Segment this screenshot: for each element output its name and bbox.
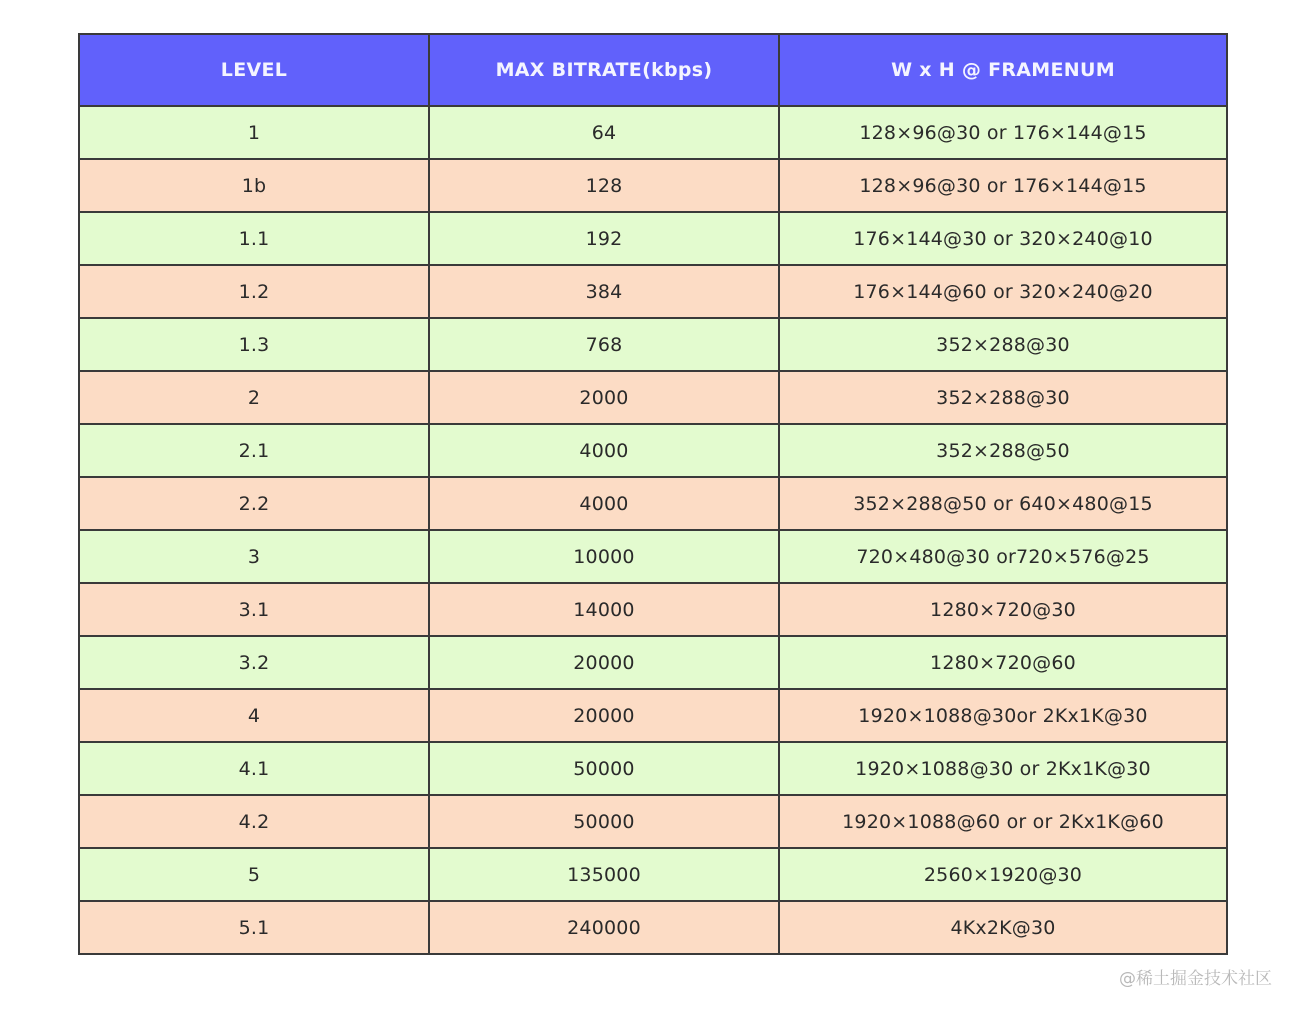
cell-bitrate: 768	[429, 318, 779, 371]
cell-resolution: 1280×720@30	[779, 583, 1227, 636]
cell-bitrate: 4000	[429, 477, 779, 530]
table-row	[79, 583, 1227, 636]
table-row	[79, 530, 1227, 583]
table-row	[79, 106, 1227, 159]
cell-level: 5	[79, 848, 429, 901]
cell-bitrate: 50000	[429, 742, 779, 795]
cell-level: 2.2	[79, 477, 429, 530]
cell-resolution: 176×144@30 or 320×240@10	[779, 212, 1227, 265]
table-row	[79, 901, 1227, 954]
cell-bitrate: 14000	[429, 583, 779, 636]
cell-level: 2	[79, 371, 429, 424]
cell-resolution: 128×96@30 or 176×144@15	[779, 106, 1227, 159]
cell-bitrate: 20000	[429, 689, 779, 742]
cell-bitrate: 4000	[429, 424, 779, 477]
table-row	[79, 477, 1227, 530]
table-row	[79, 795, 1227, 848]
cell-resolution: 352×288@50 or 640×480@15	[779, 477, 1227, 530]
table-row	[79, 159, 1227, 212]
cell-level: 1.3	[79, 318, 429, 371]
cell-resolution: 1920×1088@30 or 2Kx1K@30	[779, 742, 1227, 795]
cell-level: 3.1	[79, 583, 429, 636]
table-row	[79, 848, 1227, 901]
cell-bitrate: 20000	[429, 636, 779, 689]
cell-level: 5.1	[79, 901, 429, 954]
table-row	[79, 636, 1227, 689]
cell-resolution: 352×288@30	[779, 318, 1227, 371]
cell-bitrate: 2000	[429, 371, 779, 424]
header-row	[79, 34, 1227, 106]
cell-level: 1	[79, 106, 429, 159]
cell-resolution: 2560×1920@30	[779, 848, 1227, 901]
cell-bitrate: 128	[429, 159, 779, 212]
table-row	[79, 371, 1227, 424]
table-row	[79, 265, 1227, 318]
cell-level: 4	[79, 689, 429, 742]
cell-bitrate: 240000	[429, 901, 779, 954]
header-resolution-framerate: W x H @ FRAMENUM	[779, 34, 1227, 106]
cell-resolution: 352×288@30	[779, 371, 1227, 424]
table-row	[79, 689, 1227, 742]
cell-bitrate: 10000	[429, 530, 779, 583]
cell-bitrate: 192	[429, 212, 779, 265]
cell-level: 2.1	[79, 424, 429, 477]
table-body	[79, 106, 1227, 954]
watermark: @稀土掘金技术社区	[1119, 969, 1272, 989]
table-row	[79, 742, 1227, 795]
header-max-bitrate: MAX BITRATE(kbps)	[429, 34, 779, 106]
table-row	[79, 424, 1227, 477]
cell-resolution: 352×288@50	[779, 424, 1227, 477]
cell-level: 1b	[79, 159, 429, 212]
cell-level: 4.1	[79, 742, 429, 795]
cell-resolution: 176×144@60 or 320×240@20	[779, 265, 1227, 318]
cell-level: 3	[79, 530, 429, 583]
cell-bitrate: 50000	[429, 795, 779, 848]
cell-bitrate: 135000	[429, 848, 779, 901]
table-row	[79, 212, 1227, 265]
cell-resolution: 128×96@30 or 176×144@15	[779, 159, 1227, 212]
table-row	[79, 318, 1227, 371]
cell-resolution: 720×480@30 or720×576@25	[779, 530, 1227, 583]
header-level: LEVEL	[79, 34, 429, 106]
cell-level: 3.2	[79, 636, 429, 689]
cell-bitrate: 64	[429, 106, 779, 159]
cell-level: 1.2	[79, 265, 429, 318]
cell-resolution: 1920×1088@30or 2Kx1K@30	[779, 689, 1227, 742]
cell-level: 4.2	[79, 795, 429, 848]
cell-resolution: 1280×720@60	[779, 636, 1227, 689]
level-table	[78, 33, 1228, 955]
cell-bitrate: 384	[429, 265, 779, 318]
cell-level: 1.1	[79, 212, 429, 265]
cell-resolution: 4Kx2K@30	[779, 901, 1227, 954]
cell-resolution: 1920×1088@60 or or 2Kx1K@60	[779, 795, 1227, 848]
